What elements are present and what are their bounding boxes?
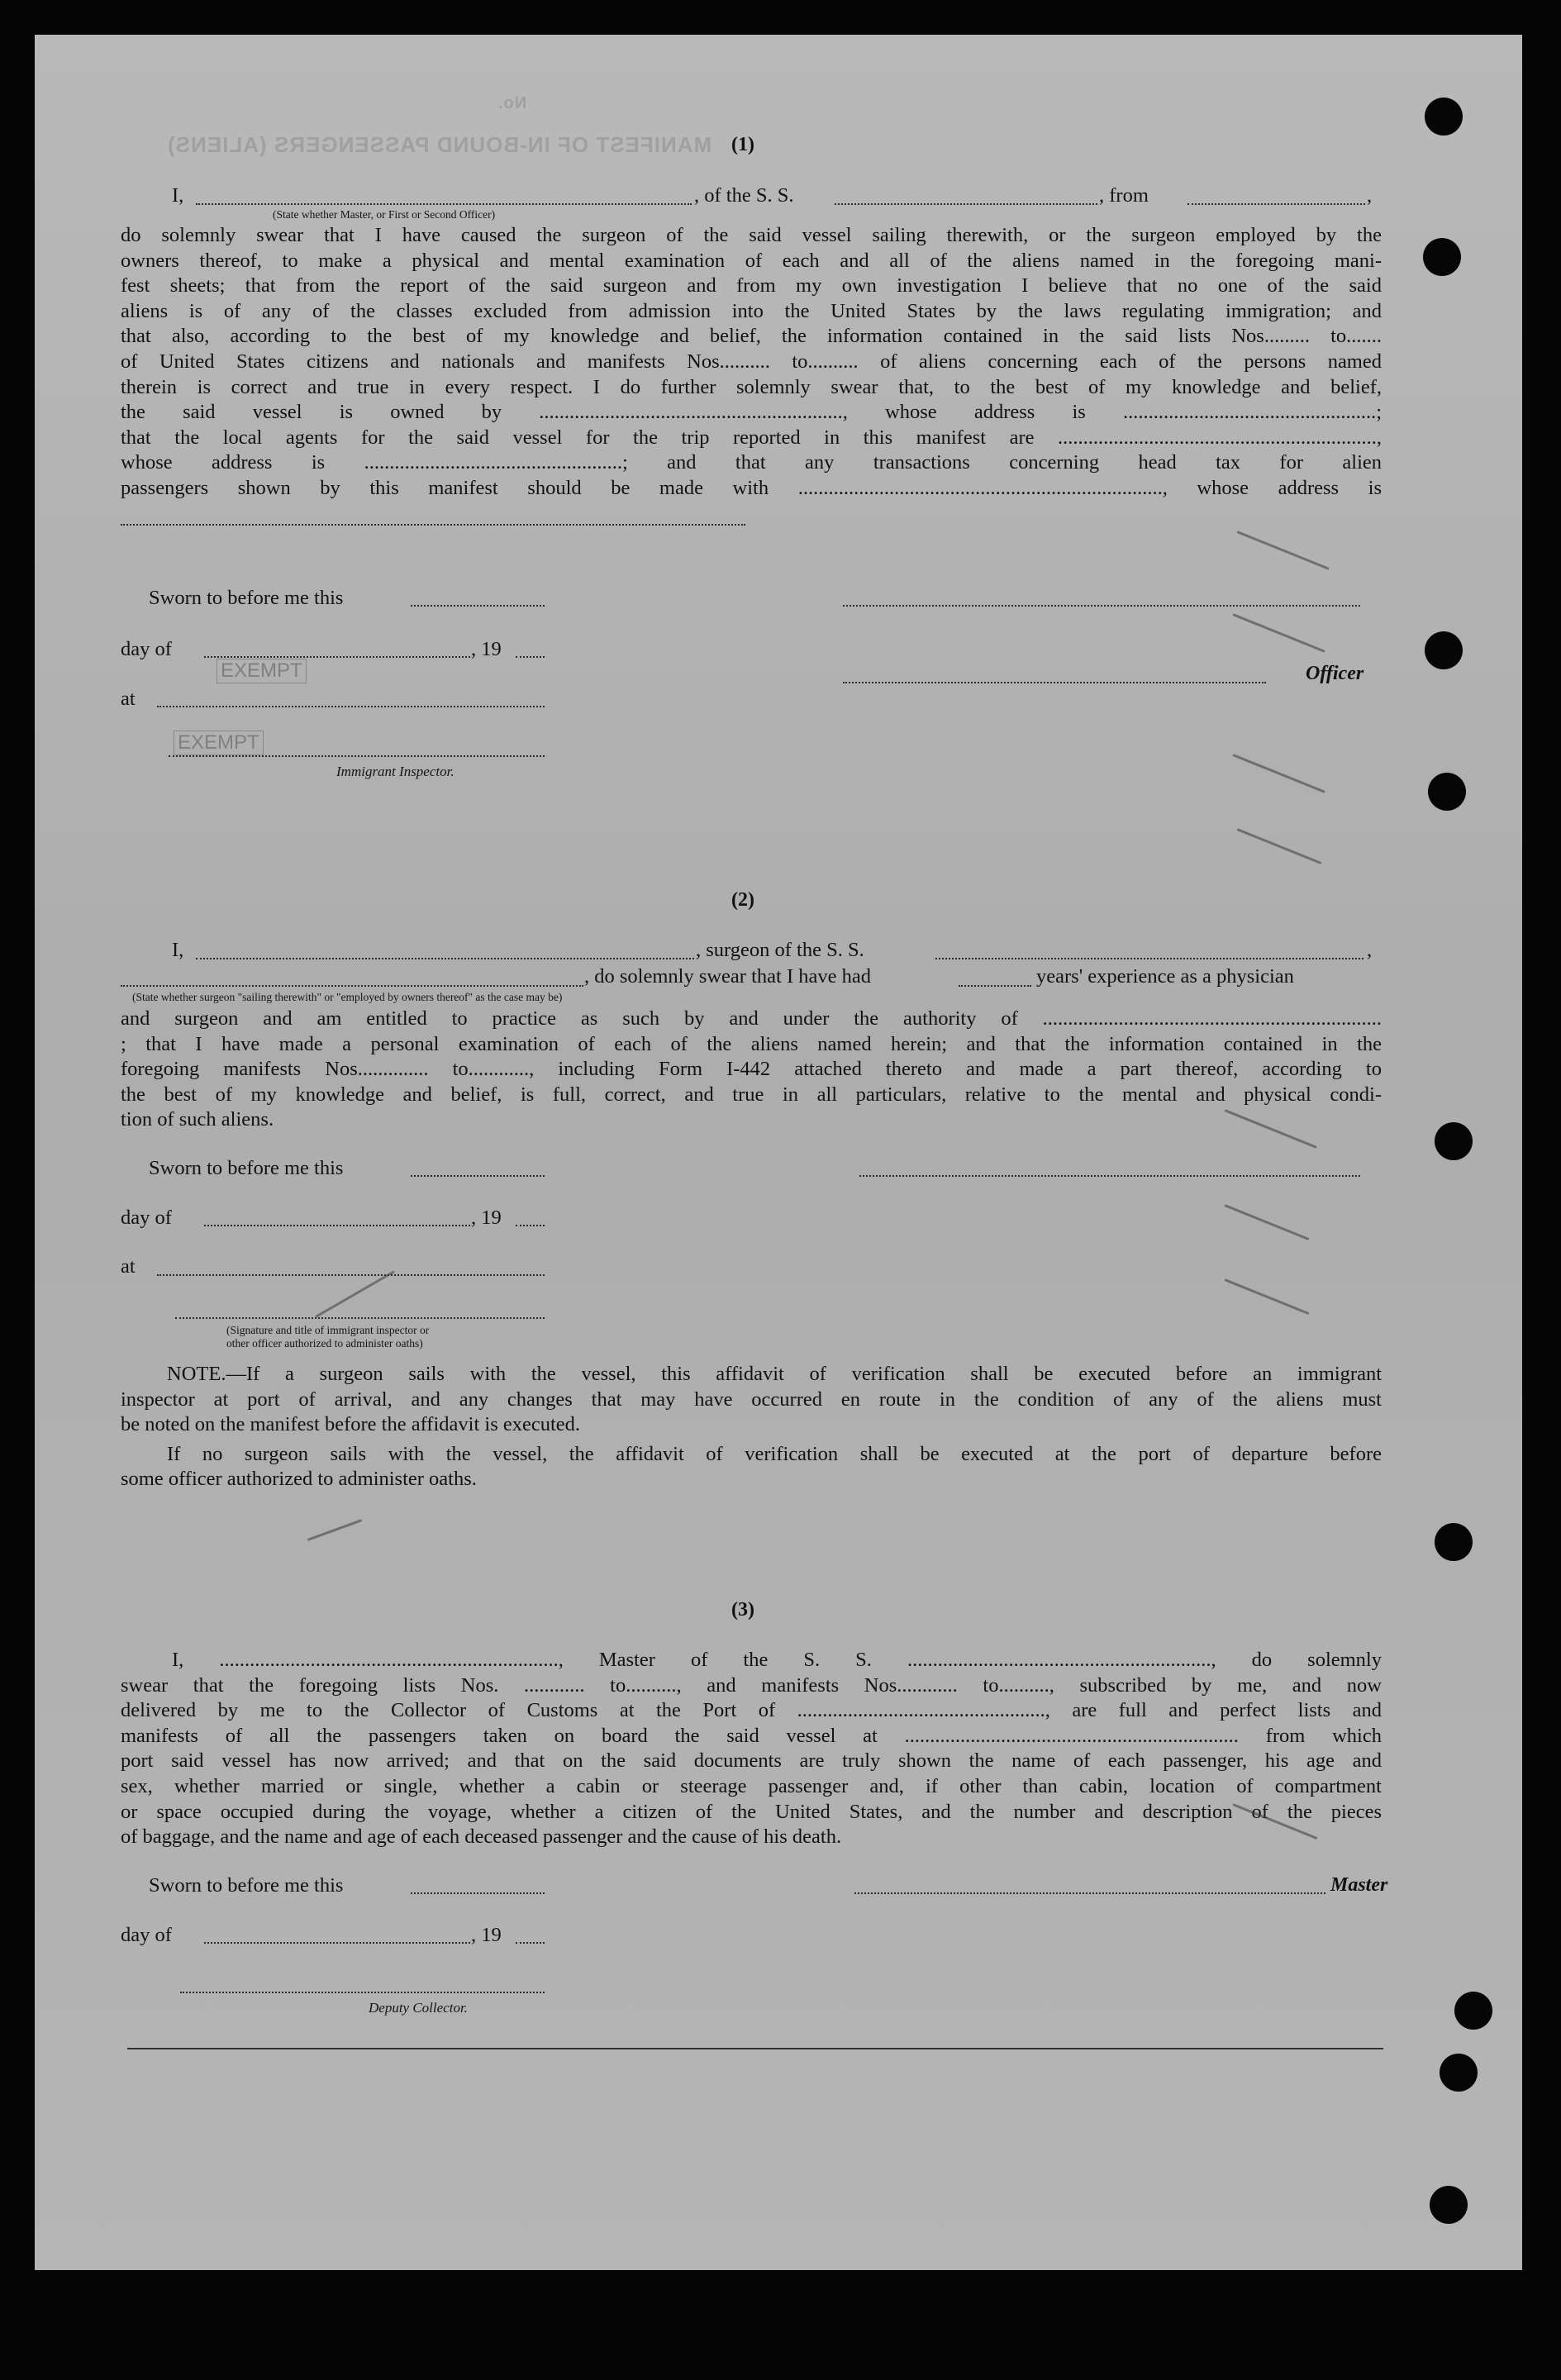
pen-mark (1224, 1278, 1309, 1315)
sec2-day-of: day of (121, 1207, 172, 1229)
sec1-year-line (516, 656, 545, 658)
sec1-body-line: whose address is ...................................................; and that any transactions concerning head tax for alien (121, 451, 1382, 474)
pen-mark (1224, 1204, 1309, 1240)
sec1-at: at (121, 688, 136, 710)
sec1-i: I, (172, 184, 184, 207)
sec3-day-line (204, 1942, 470, 1944)
sec3-body-line: sex, whether married or single, whether a cabin or steerage passenger and, if other than cabin, location of compartment (121, 1774, 1382, 1797)
sec2-i: I, (172, 939, 184, 961)
section-2-number: (2) (731, 889, 754, 911)
binder-hole (1435, 1122, 1473, 1160)
sec2-swear: , do solemnly swear that I have had (584, 965, 871, 988)
sec2-comma: , (1367, 939, 1373, 961)
sec2-note-line: NOTE.—If a surgeon sails with the vessel, this affidavit of verification shall be executed before an immigrant (167, 1363, 1382, 1385)
sec2-at: at (121, 1255, 136, 1278)
bleed-through-number: No. (497, 94, 527, 112)
sec2-note2-line: If no surgeon sails with the vessel, the affidavit of verification shall be executed at the port of departure before (167, 1443, 1382, 1465)
sec3-body-last: of baggage, and the name and age of each deceased passenger and the cause of his death. (121, 1825, 842, 1848)
sec1-sworn-line (411, 605, 545, 607)
pen-mark (1224, 1109, 1316, 1149)
sec1-officer-label: Officer (1306, 663, 1364, 684)
sec3-day-of: day of (121, 1924, 172, 1946)
sec1-day-line (204, 656, 470, 658)
sec2-body (121, 1007, 1382, 1107)
sec2-years-line (959, 985, 1031, 987)
sec2-vessel-line (935, 958, 1363, 959)
binder-hole (1454, 1992, 1492, 2030)
sec1-body-line: that also, according to the best of my knowledge and belief, the information contained in the said lists Nos......... to....... (121, 325, 1382, 348)
sec1-body-line: of United States citizens and nationals and manifests Nos.......... to.......... of aliens concerning each of the persons named (121, 350, 1382, 373)
section-1-number: (1) (731, 134, 754, 155)
sec1-officer-sig-line-1 (843, 605, 1360, 607)
sec1-at-line (157, 706, 545, 707)
sec3-body-line: swear that the foregoing lists Nos. ............ to.........., and manifests Nos............ to.........., subscribed by me, and now (121, 1673, 1382, 1697)
binder-hole (1425, 631, 1463, 669)
sec2-body-line: ; that I have made a personal examination of each of the aliens named herein; and that the information contained in the (121, 1032, 1382, 1055)
pen-mark (307, 1519, 362, 1541)
sec2-nineteen: , 19 (471, 1207, 502, 1229)
sec3-body (121, 1648, 1382, 1825)
sec3-body-line: or space occupied during the voyage, whether a citizen of the United States, and the number and description of the pieces (121, 1800, 1382, 1823)
sec2-note2 (121, 1442, 1382, 1468)
pen-mark (1236, 828, 1321, 864)
sec2-body-line: foregoing manifests Nos.............. to............, including Form I-442 attached thereto and made a part thereof, according to (121, 1058, 1382, 1081)
sec2-inspector-line (175, 1317, 545, 1319)
bottom-rule (127, 2048, 1383, 2049)
binder-hole (1430, 2186, 1468, 2224)
exempt-stamp: EXEMPT (217, 659, 307, 683)
sec1-address-line (121, 524, 745, 526)
sec2-note-last: be noted on the manifest before the affidavit is executed. (121, 1413, 581, 1435)
sec2-body-line: the best of my knowledge and belief, is full, correct, and true in all particulars, relative to the mental and physical condi- (121, 1083, 1382, 1106)
sec3-sworn-line (411, 1892, 545, 1894)
pen-mark (1232, 754, 1325, 793)
sec3-master-label: Master (1330, 1874, 1388, 1896)
sec3-sworn: Sworn to before me this (149, 1874, 344, 1897)
sec2-year-line (516, 1225, 545, 1226)
sec2-at-line (157, 1274, 545, 1276)
sec3-master-line (854, 1892, 1325, 1894)
sec3-body-line: manifests of all the passengers taken on board the said vessel at .................................................................. from which (121, 1724, 1382, 1747)
binder-hole (1440, 2054, 1478, 2092)
sec1-body-line: therein is correct and true in every respect. I do further solemnly swear that, to the best of my knowledge and belief, (121, 375, 1382, 398)
sec1-nineteen: , 19 (471, 638, 502, 660)
sec1-officer-sig-line-2 (843, 682, 1266, 683)
binder-hole (1428, 773, 1466, 811)
sec3-body-line: port said vessel has now arrived; and that on the said documents are truly shown the name of each passenger, his age and (121, 1749, 1382, 1773)
section-3-number: (3) (731, 1599, 754, 1621)
sec1-inspector-line (169, 755, 545, 757)
sec1-day-of: day of (121, 638, 172, 660)
sec2-note2-last: some officer authorized to administer oaths. (121, 1468, 477, 1490)
sec1-from-line (1187, 203, 1365, 205)
sec3-body-line: I, ..................................................................., Master of the S. S. ............................................................, do solemnly (172, 1649, 1382, 1671)
sec2-body-last: tion of such aliens. (121, 1108, 274, 1130)
sec3-nineteen: , 19 (471, 1924, 502, 1946)
binder-hole (1425, 98, 1463, 136)
sec1-body-line: that the local agents for the said vessel for the trip reported in this manifest are ..............................................................., (121, 426, 1382, 449)
sec1-comma: , (1367, 184, 1373, 207)
sec1-inspector-label: Immigrant Inspector. (336, 764, 454, 779)
manifest-sheet (35, 35, 1522, 2270)
sec2-body-line: and surgeon and am entitled to practice as such by and under the authority of ................................................................... (121, 1007, 1382, 1030)
sec1-body-line: the said vessel is owned by ............................................................, whose address is ..................................................; (121, 401, 1382, 424)
binder-hole (1435, 1523, 1473, 1561)
sec1-body-line: do solemnly swear that I have caused the surgeon of the said vessel sailing therewith, or the surgeon employed by the (121, 224, 1382, 246)
pen-mark (1236, 531, 1329, 570)
sec2-sworn-line (411, 1175, 545, 1177)
sec1-officer-name-line (196, 203, 692, 205)
pen-mark (1232, 613, 1325, 653)
sec1-body-line: passengers shown by this manifest should be made with ........................................................................, whose address is (121, 476, 1382, 499)
sec1-body (121, 223, 1382, 502)
sec2-surgeon-of-ss: , surgeon of the S. S. (696, 939, 864, 961)
sec1-of-ss: , of the S. S. (694, 184, 794, 207)
binder-hole (1423, 238, 1461, 276)
sec3-year-line (516, 1942, 545, 1944)
sec1-from: , from (1099, 184, 1149, 207)
sec2-sig-line (859, 1175, 1360, 1177)
sec1-vessel-line (835, 203, 1097, 205)
exempt-stamp: EXEMPT (174, 731, 264, 755)
sec1-body-line: aliens is of any of the classes excluded from admission into the United States by the laws regulating immigration; and (121, 299, 1382, 322)
sec1-caption: (State whether Master, or First or Second Officer) (273, 208, 496, 221)
sec2-note (121, 1362, 1382, 1412)
sec2-sworn: Sworn to before me this (149, 1157, 344, 1179)
sec3-body-line: delivered by me to the Collector of Customs at the Port of ................................................., are full and perfect lists and (121, 1699, 1382, 1722)
sec3-collector-label: Deputy Collector. (369, 2000, 468, 2016)
sec2-caption-line (121, 985, 583, 987)
sec1-sworn: Sworn to before me this (149, 587, 344, 609)
sec2-day-line (204, 1225, 470, 1226)
sec3-collector-line (180, 1992, 545, 1993)
sec2-years: years' experience as a physician (1036, 965, 1294, 988)
bleed-through-header: MANIFEST OF IN-BOUND PASSENGERS (ALIENS) (167, 132, 712, 157)
sec2-signer-2: other officer authorized to administer oaths) (226, 1337, 423, 1349)
sec1-body-line: fest sheets; that from the report of the said surgeon and from my own investigation I believe that no one of the said (121, 274, 1382, 298)
sec2-note-line: inspector at port of arrival, and any changes that may have occurred en route in the condition of any of the aliens must (121, 1388, 1382, 1411)
sec2-caption: (State whether surgeon "sailing therewith" or "employed by owners thereof" as the case may be) (132, 991, 563, 1003)
sec2-signer-1: (Signature and title of immigrant inspector or (226, 1324, 430, 1336)
pen-mark (315, 1270, 395, 1318)
sec1-body-line: owners thereof, to make a physical and mental examination of each and all of the aliens named in the foregoing mani- (121, 249, 1382, 272)
sec2-surgeon-name-line (196, 958, 694, 959)
